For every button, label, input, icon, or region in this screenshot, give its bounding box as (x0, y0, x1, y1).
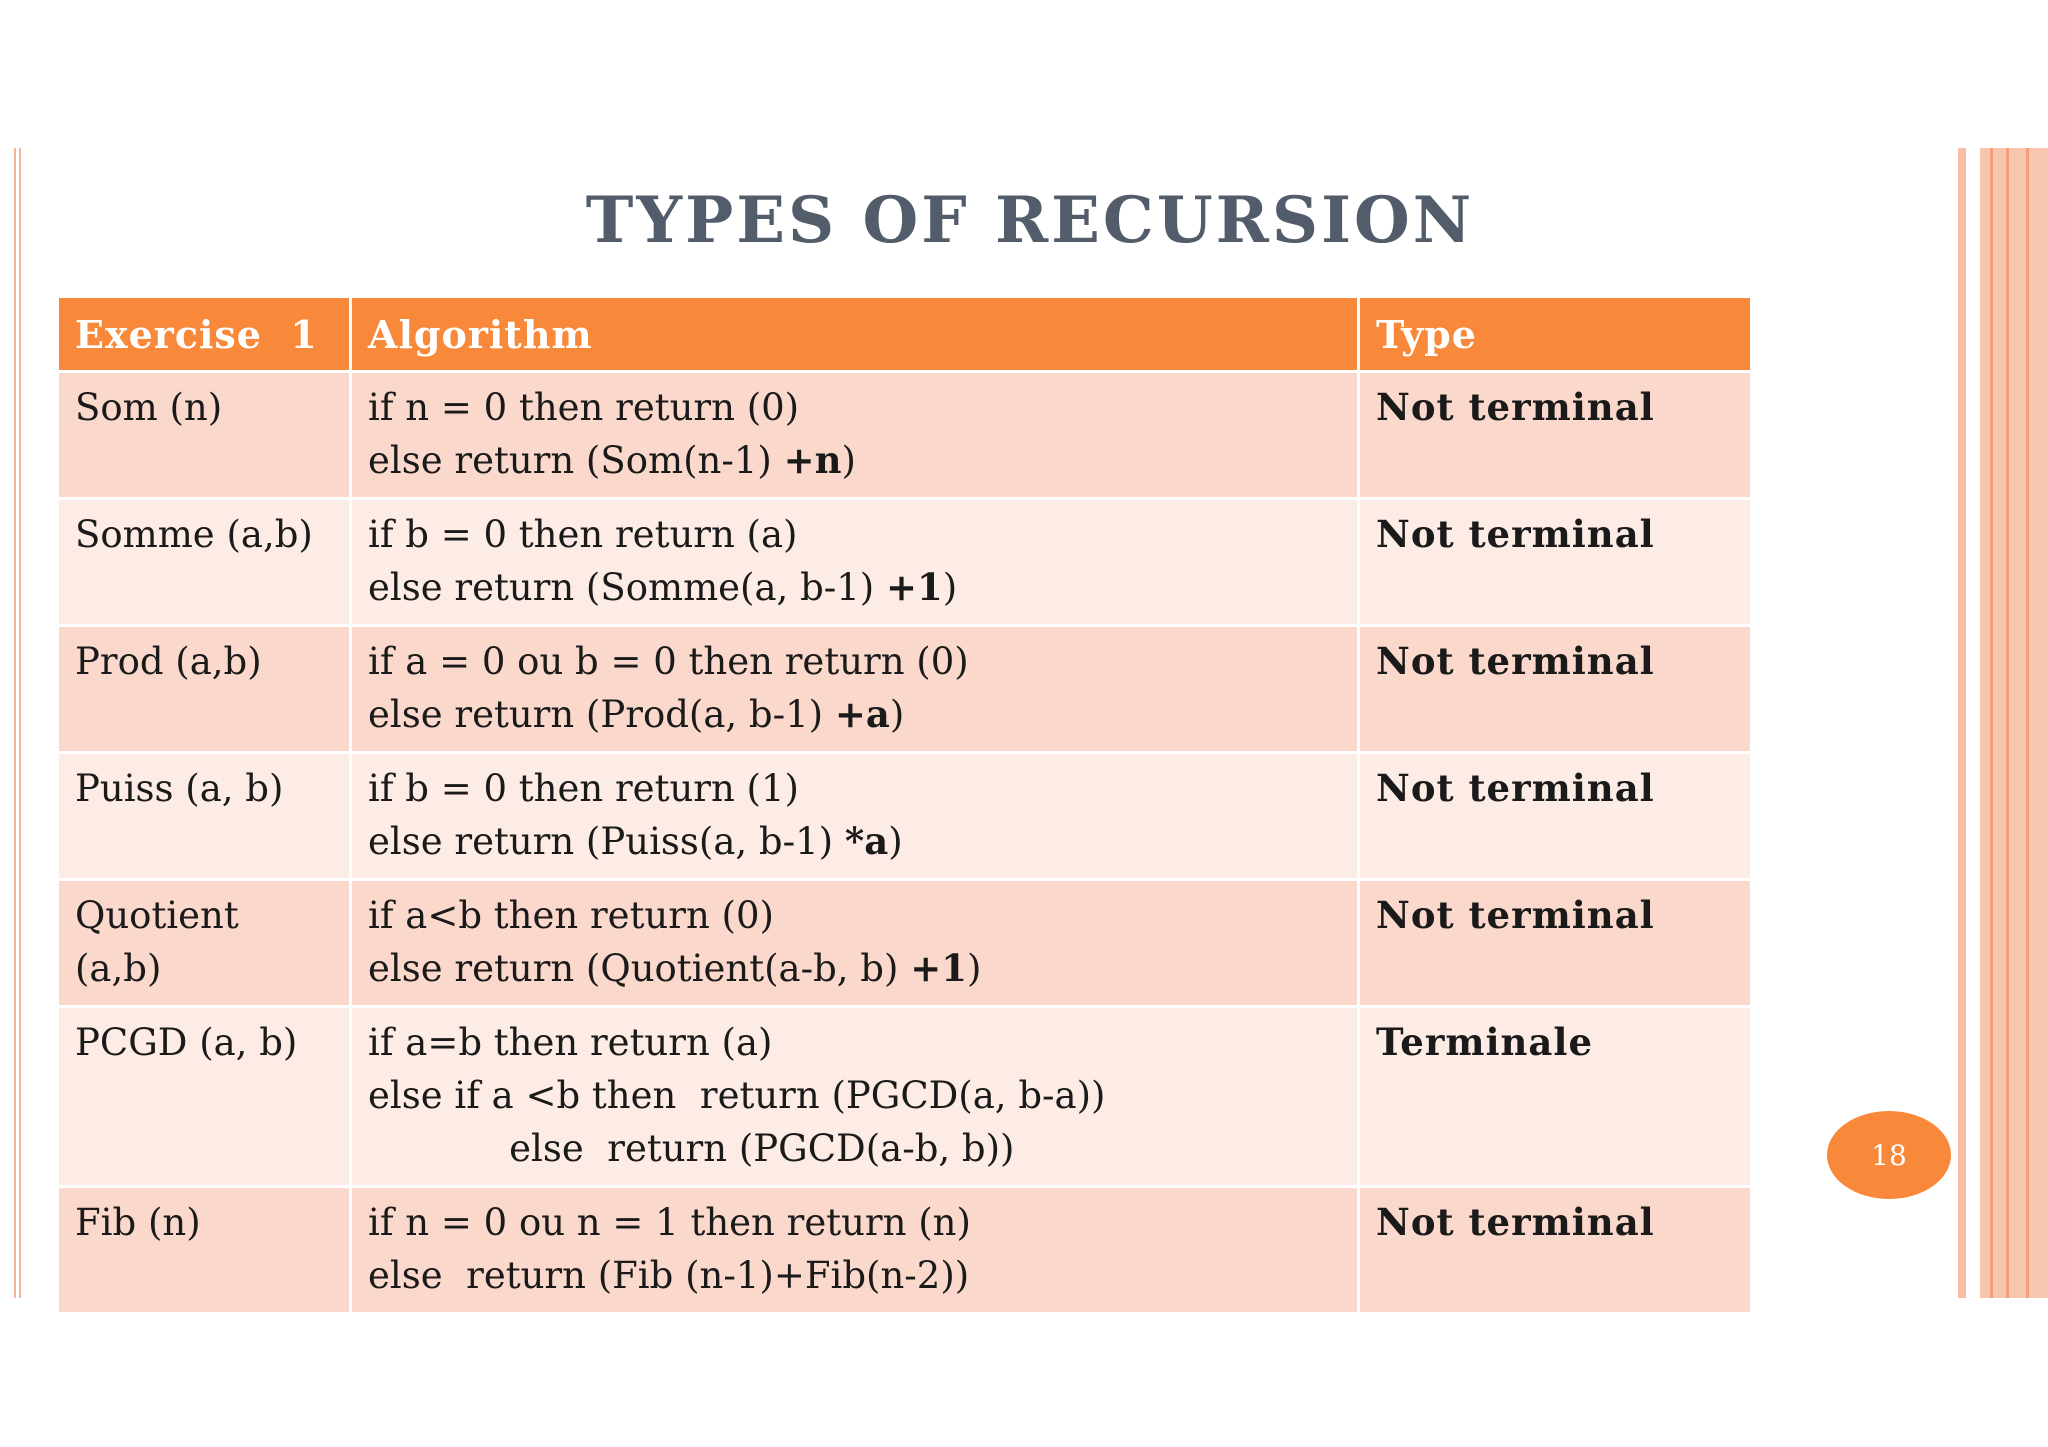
algorithm-line: if a=b then return (a) (368, 1021, 773, 1064)
exercise-cell: Somme (a,b) (58, 499, 351, 626)
recursion-types-table (56, 298, 1753, 1315)
algorithm-line: if a = 0 ou b = 0 then return (0) (368, 640, 969, 683)
algorithm-line (368, 434, 1341, 487)
algorithm-line (368, 561, 1341, 614)
algorithm-text: ) (889, 693, 905, 736)
algorithm-cell (351, 753, 1359, 880)
exercise-cell: Quotient (a,b) (58, 880, 351, 1007)
exercise-cell: Fib (n) (58, 1187, 351, 1314)
algorithm-line: else return (Fib (n-1)+Fib(n-2)) (368, 1254, 970, 1297)
exercise-cell: Prod (a,b) (58, 626, 351, 753)
slide-title: TYPES OF RECURSION (585, 183, 1475, 258)
algorithm-cell (351, 880, 1359, 1007)
header-exercise: Exercise 1 (58, 298, 351, 372)
type-cell: Not terminal (1359, 1187, 1752, 1314)
algorithm-text: else return (Puiss(a, b-1) (368, 820, 845, 863)
algorithm-line: if b = 0 then return (a) (368, 513, 798, 556)
table-row (58, 753, 1752, 880)
algorithm-cell (351, 499, 1359, 626)
right-border-band (1958, 148, 2048, 1298)
algorithm-line: else if a <b then return (PGCD(a, b-a)) (368, 1074, 1106, 1117)
algorithm-text: else return (Quotient(a-b, b) (368, 947, 911, 990)
algorithm-line: if n = 0 ou n = 1 then return (n) (368, 1201, 971, 1244)
exercise-cell: Puiss (a, b) (58, 753, 351, 880)
algorithm-text: ) (966, 947, 982, 990)
algorithm-text: ) (841, 439, 856, 482)
algorithm-line (368, 688, 1341, 741)
type-cell: Not terminal (1359, 499, 1752, 626)
page-number-badge: 18 (1827, 1111, 1951, 1199)
algorithm-line (368, 815, 1341, 868)
table-row (58, 372, 1752, 499)
algorithm-cell (351, 1187, 1359, 1314)
table-row (58, 1187, 1752, 1314)
algorithm-text: else return (Som(n-1) (368, 439, 784, 482)
algorithm-cell (351, 372, 1359, 499)
algorithm-operation: +a (834, 692, 890, 736)
table-row (58, 880, 1752, 1007)
header-algorithm: Algorithm (351, 298, 1359, 372)
type-cell: Not terminal (1359, 372, 1752, 499)
algorithm-operation: +1 (886, 565, 943, 609)
exercise-cell: PCGD (a, b) (58, 1007, 351, 1187)
algorithm-line: else return (PGCD(a-b, b)) (368, 1127, 1015, 1170)
table-row (58, 626, 1752, 753)
table-row (58, 1007, 1752, 1187)
algorithm-operation: +1 (910, 946, 967, 990)
algorithm-text: else return (Somme(a, b-1) (368, 566, 886, 609)
type-cell: Terminale (1359, 1007, 1752, 1187)
algorithm-cell (351, 1007, 1359, 1187)
algorithm-cell (351, 626, 1359, 753)
left-border-line (14, 148, 16, 1298)
type-cell: Not terminal (1359, 880, 1752, 1007)
algorithm-text: ) (942, 566, 958, 609)
algorithm-line: if a<b then return (0) (368, 894, 774, 937)
algorithm-text: else return (Prod(a, b-1) (368, 693, 835, 736)
header-type: Type (1359, 298, 1752, 372)
algorithm-line: if b = 0 then return (1) (368, 767, 799, 810)
type-cell: Not terminal (1359, 626, 1752, 753)
left-border-line (19, 148, 21, 1298)
algorithm-line: if n = 0 then return (0) (368, 386, 800, 429)
algorithm-text: ) (888, 820, 903, 863)
table-header-row (58, 298, 1752, 372)
algorithm-operation: +n (783, 438, 842, 482)
algorithm-line (368, 942, 1341, 995)
table-row (58, 499, 1752, 626)
exercise-cell: Som (n) (58, 372, 351, 499)
type-cell: Not terminal (1359, 753, 1752, 880)
algorithm-operation: *a (844, 819, 889, 863)
